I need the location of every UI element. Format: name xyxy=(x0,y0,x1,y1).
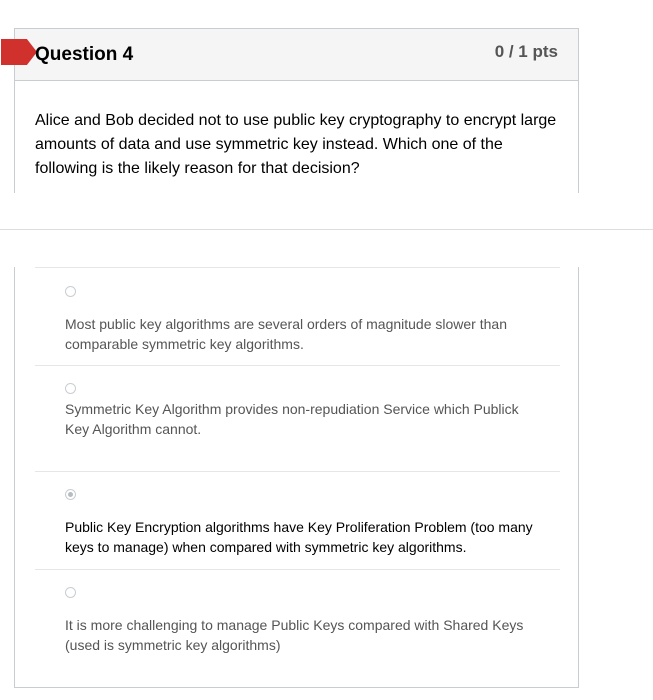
radio-button[interactable] xyxy=(65,383,76,394)
answers-card xyxy=(14,267,579,688)
incorrect-flag-icon xyxy=(1,39,37,65)
question-points: 0 / 1 pts xyxy=(494,42,558,61)
answer-text: Public Key Encryption algorithms have Key Proliferation Problem (too many keys to manage) when compared with symmetric key algorithms. xyxy=(65,519,533,555)
radio-button-selected[interactable] xyxy=(65,489,76,500)
question-text: Alice and Bob decided not to use public key cryptography to encrypt large amounts of data and use symmetric key instead. Which one of the following is the likely reason for that decision? xyxy=(35,112,557,177)
question-card xyxy=(14,28,579,193)
answer-text: It is more challenging to manage Public Keys compared with Shared Keys (used is symmetric key algorithms) xyxy=(65,617,524,653)
question-title: Question 4 xyxy=(35,44,134,65)
answer-option-2[interactable] xyxy=(35,365,560,471)
page-divider xyxy=(0,229,653,230)
answer-option-4[interactable] xyxy=(35,569,560,688)
radio-button[interactable] xyxy=(65,286,76,297)
answer-text: Symmetric Key Algorithm provides non-repudiation Service which Publick Key Algorithm cannot. xyxy=(65,401,519,437)
answer-text: Most public key algorithms are several orders of magnitude slower than comparable symmetric key algorithms. xyxy=(65,316,507,352)
question-header xyxy=(15,29,578,81)
answer-option-1[interactable] xyxy=(35,267,560,365)
radio-button[interactable] xyxy=(65,587,76,598)
answer-option-3[interactable] xyxy=(35,471,560,569)
